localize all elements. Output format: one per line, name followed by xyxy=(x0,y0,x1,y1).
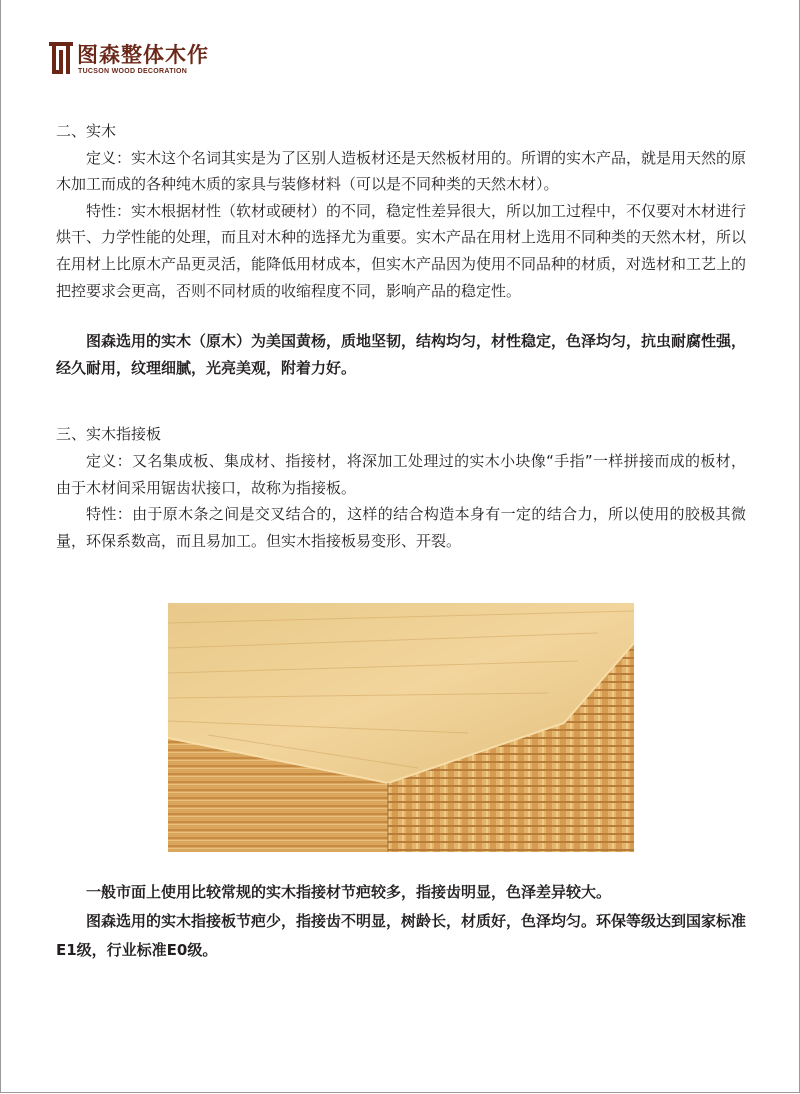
section-2-definition: 定义：实木这个名词其实是为了区别人造板材还是天然板材用的。所谓的实木产品，就是用天然的原木加工而成的各种纯木质的家具与装修材料（可以是不同种类的天然木材）。 xyxy=(56,148,747,194)
finger-joint-board-photo xyxy=(168,603,634,852)
section-3-summary-2: 图森选用的实木指接板节疤少，指接齿不明显，树龄长，材质好，色泽均匀。环保等级达到国家标准E1级，行业标准E0级。 xyxy=(56,912,747,959)
main-content xyxy=(56,118,746,554)
section-2-heading: 二、实木 xyxy=(56,122,117,140)
finger-joint-board-illustration xyxy=(168,603,634,852)
section-3-heading: 三、实木指接板 xyxy=(56,425,162,444)
brand-name-en: TUCSON WOOD DECORATION xyxy=(78,68,188,75)
section-2-highlight: 图森选用的实木（原木）为美国黄杨，质地坚韧，结构均匀，材性稳定，色泽均匀，抗虫耐腐性强，经久耐用，纹理细腻，光亮美观，附着力好。 xyxy=(56,332,747,377)
brand-name-cn: 图森整体木作 xyxy=(77,43,209,67)
section-3-definition: 定义：又名集成板、集成材、指接材，将深加工处理过的实木小块像“手指”一样拼接而成的板材，由于木材间采用锯齿状接口，故称为指接板。 xyxy=(56,451,746,497)
brand-logo-mark-icon xyxy=(49,42,73,76)
section-2-characteristics: 特性：实木根据材性（软材或硬材）的不同，稳定性差异很大，所以加工过程中，不仅要对木材进行烘干、力学性能的处理，而且对木种的选择尤为重要。实木产品在用材上选用不同种类的天然木材，所以在用材上比原木产品更灵活，能降低用材成本，但实木产品因为使用不同品种的材质，对选材和工艺上的把控要求会更高，否则不同材质的收缩程度不同，影响产品的稳定性。 xyxy=(56,201,747,300)
section-3-characteristics: 特性：由于原木条之间是交叉结合的，这样的结合构造本身有一定的结合力，所以使用的胶极其微量，环保系数高，而且易加工。但实木指接板易变形、开裂。 xyxy=(56,505,746,550)
section-3-summary-1: 一般市面上使用比较常规的实木指接材节疤较多，指接齿明显，色泽差异较大。 xyxy=(86,883,612,901)
section-3-summary xyxy=(56,878,746,965)
brand-logo xyxy=(49,42,219,82)
